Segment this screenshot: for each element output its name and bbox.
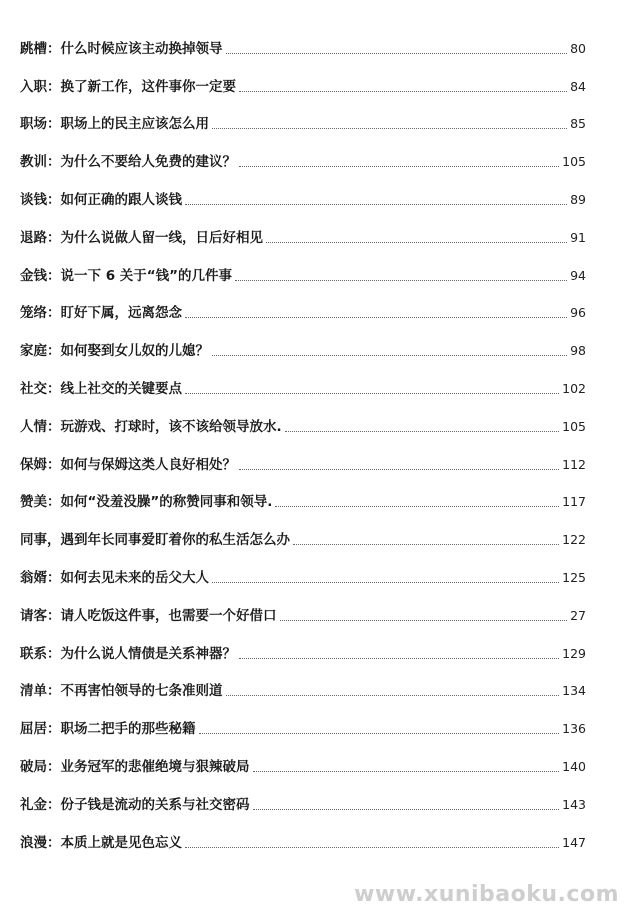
- dot-leader: [226, 695, 560, 696]
- toc-entry[interactable]: [20, 58, 586, 96]
- toc-entry[interactable]: [20, 133, 586, 171]
- toc-entry[interactable]: [20, 776, 586, 814]
- toc-entry-title: 联系：为什么说人情债是关系神器？: [20, 645, 236, 662]
- toc-entry-page-number: 105: [562, 154, 586, 170]
- toc-entry-title: 浪漫：本质上就是见色忘义: [20, 834, 182, 851]
- toc-entry-title: 清单：不再害怕领导的七条准则道: [20, 683, 223, 700]
- dot-leader: [185, 847, 559, 848]
- table-of-contents: [20, 20, 586, 852]
- dot-leader: [185, 204, 567, 205]
- toc-entry-page-number: 85: [570, 116, 586, 132]
- toc-entry-page-number: 91: [570, 229, 586, 245]
- toc-entry-title: 请客：请人吃饭这件事，也需要一个好借口: [20, 607, 277, 624]
- dot-leader: [235, 280, 567, 281]
- toc-entry[interactable]: [20, 360, 586, 398]
- toc-entry-title: 笼络：盯好下属，远离怨念: [20, 305, 182, 322]
- toc-entry[interactable]: [20, 814, 586, 852]
- dot-leader: [253, 771, 560, 772]
- toc-entry-page-number: 125: [562, 569, 586, 585]
- toc-entry-title: 谈钱：如何正确的跟人谈钱: [20, 191, 182, 208]
- toc-entry[interactable]: [20, 436, 586, 474]
- toc-entry-page-number: 98: [570, 343, 586, 359]
- dot-leader: [275, 506, 559, 507]
- toc-entry-page-number: 129: [562, 645, 586, 661]
- toc-entry-page-number: 94: [570, 267, 586, 283]
- toc-entry-page-number: 102: [562, 380, 586, 396]
- toc-entry-title: 金钱：说一下 6 关于“钱”的几件事: [20, 267, 233, 284]
- dot-leader: [185, 393, 559, 394]
- toc-entry-page-number: 84: [570, 78, 586, 94]
- toc-entry[interactable]: [20, 700, 586, 738]
- dot-leader: [239, 469, 559, 470]
- dot-leader: [253, 809, 560, 810]
- toc-entry-title: 教训：为什么不要给人免费的建议？: [20, 154, 236, 171]
- toc-entry[interactable]: [20, 247, 586, 285]
- toc-entry-page-number: 122: [562, 532, 586, 548]
- dot-leader: [266, 242, 567, 243]
- dot-leader: [293, 544, 559, 545]
- toc-entry-page-number: 140: [562, 758, 586, 774]
- toc-entry-title: 职场：职场上的民主应该怎么用: [20, 116, 209, 133]
- toc-entry-title: 保姆：如何与保姆这类人良好相处？: [20, 456, 236, 473]
- toc-entry-page-number: 96: [570, 305, 586, 321]
- toc-entry[interactable]: [20, 625, 586, 663]
- toc-entry-page-number: 27: [570, 607, 586, 623]
- dot-leader: [239, 91, 567, 92]
- toc-entry-title: 礼金：份子钱是流动的关系与社交密码: [20, 796, 250, 813]
- dot-leader: [239, 166, 559, 167]
- toc-entry-page-number: 134: [562, 683, 586, 699]
- toc-entry-page-number: 147: [562, 834, 586, 850]
- dot-leader: [212, 128, 567, 129]
- toc-entry-title: 屈居：职场二把手的那些秘籍: [20, 721, 196, 738]
- watermark: www.xunibaoku.com: [354, 882, 619, 907]
- toc-entry-title: 同事，遇到年长同事爱盯着你的私生活怎么办: [20, 532, 290, 549]
- toc-entry-page-number: 89: [570, 191, 586, 207]
- toc-entry[interactable]: [20, 663, 586, 701]
- toc-entry-page-number: 112: [562, 456, 586, 472]
- toc-entry[interactable]: [20, 738, 586, 776]
- toc-entry-title: 翁婿：如何去见未来的岳父大人: [20, 569, 209, 586]
- dot-leader: [212, 582, 559, 583]
- dot-leader: [280, 620, 568, 621]
- toc-entry-title: 人情：玩游戏、打球时，该不该给领导放水.: [20, 418, 282, 435]
- toc-entry[interactable]: [20, 398, 586, 436]
- dot-leader: [212, 355, 567, 356]
- dot-leader: [285, 431, 560, 432]
- toc-entry-title: 破局：业务冠军的悲催绝境与狠辣破局: [20, 758, 250, 775]
- toc-entry[interactable]: [20, 96, 586, 134]
- toc-entry-page-number: 136: [562, 721, 586, 737]
- toc-entry-page-number: 143: [562, 796, 586, 812]
- toc-entry-title: 退路：为什么说做人留一线，日后好相见: [20, 229, 263, 246]
- toc-entry-title: 入职：换了新工作，这件事你一定要: [20, 78, 236, 95]
- toc-entry[interactable]: [20, 209, 586, 247]
- toc-entry[interactable]: [20, 549, 586, 587]
- dot-leader: [185, 317, 567, 318]
- toc-entry-title: 赞美：如何“没羞没臊”的称赞同事和领导.: [20, 494, 273, 511]
- toc-entry-title: 家庭：如何娶到女儿奴的儿媳？: [20, 343, 209, 360]
- toc-entry[interactable]: [20, 474, 586, 512]
- toc-entry[interactable]: [20, 587, 586, 625]
- toc-entry[interactable]: [20, 285, 586, 323]
- toc-entry[interactable]: [20, 511, 586, 549]
- toc-entry[interactable]: [20, 322, 586, 360]
- toc-entry-page-number: 80: [570, 40, 586, 56]
- toc-entry[interactable]: [20, 171, 586, 209]
- toc-entry-page-number: 105: [562, 418, 586, 434]
- toc-entry-page-number: 117: [562, 494, 586, 510]
- dot-leader: [239, 658, 559, 659]
- toc-entry[interactable]: [20, 20, 586, 58]
- toc-entry-title: 跳槽：什么时候应该主动换掉领导: [20, 40, 223, 57]
- dot-leader: [199, 733, 560, 734]
- toc-entry-title: 社交：线上社交的关键要点: [20, 380, 182, 397]
- dot-leader: [226, 53, 568, 54]
